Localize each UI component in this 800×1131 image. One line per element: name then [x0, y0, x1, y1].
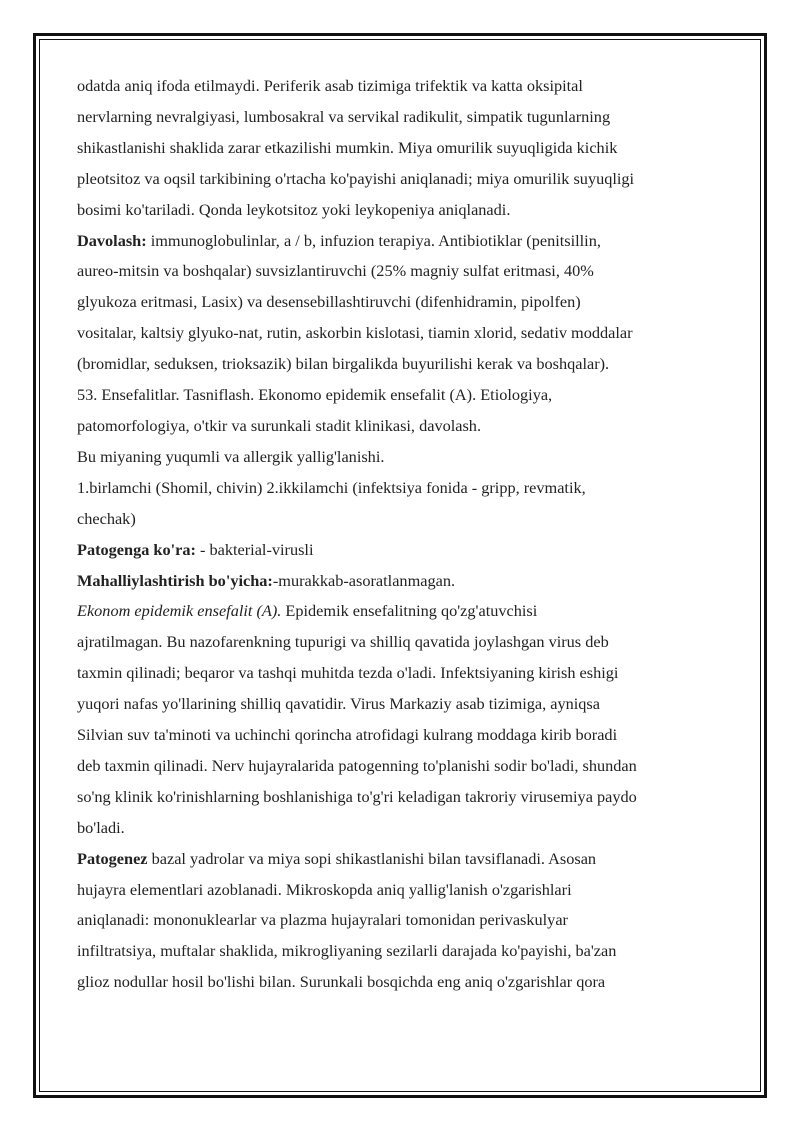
text-line: shikastlanishi shaklida zarar etkazilishi mumkin. Miya omurilik suyuqligida kichik	[77, 137, 618, 157]
text-line: hujayra elementlari azoblanadi. Mikroskopda aniq yallig'lanish o'zgarishlari	[77, 879, 572, 899]
text-line: (bromidlar, seduksen, trioksazik) bilan birgalikda buyurilishi kerak va boshqalar).	[77, 354, 610, 374]
text-line: aureo-mitsin va boshqalar) suvsizlantiruvchi (25% magniy sulfat eritmasi, 40%	[77, 261, 594, 281]
text-line: Patogenga ko'ra: - bakterial-virusli	[77, 539, 314, 559]
text-line: Silvian suv ta'minoti va uchinchi qorincha atrofidagi kulrang moddaga kirib boradi	[77, 725, 618, 745]
heading-mahalliylashtirish: Mahalliylashtirish bo'yicha:	[77, 570, 273, 590]
text-line: bo'ladi.	[77, 817, 125, 837]
text-line: bosimi ko'tariladi. Qonda leykotsitoz yoki leykopeniya aniqlanadi.	[77, 199, 511, 219]
text-line: vositalar, kaltsiy glyuko-nat, rutin, askorbin kislotasi, tiamin xlorid, sedativ moddalar	[77, 323, 633, 343]
text-line: glyukoza eritmasi, Lasix) va desensebillashtiruvchi (difenhidramin, pipolfen)	[77, 292, 581, 312]
italic-ekonom: Ekonom epidemik ensefalit (A).	[77, 601, 282, 621]
heading-davolash: Davolash:	[77, 230, 147, 250]
text-line: Mahalliylashtirish bo'yicha:-murakkab-asoratlanmagan.	[77, 570, 456, 590]
text-line: chechak)	[77, 508, 136, 528]
text-line: so'ng klinik ko'rinishlarning boshlanishiga to'g'ri keladigan takroriy virusemiya paydo	[77, 786, 637, 806]
text-line: 1.birlamchi (Shomil, chivin) 2.ikkilamchi (infektsiya fonida - gripp, revmatik,	[77, 477, 586, 497]
heading-patogenez: Patogenez	[77, 848, 148, 868]
text-line: infiltratsiya, muftalar shaklida, mikrogliyaning sezilarli darajada ko'payishi, ba'zan	[77, 941, 617, 961]
text-line: taxmin qilinadi; beqaror va tashqi muhitda tezda o'ladi. Infektsiyaning kirish eshigi	[77, 663, 619, 683]
text-line: glioz nodullar hosil bo'lishi bilan. Surunkali bosqichda eng aniq o'zgarishlar qora	[77, 972, 606, 992]
text-line: Patogenez bazal yadrolar va miya sopi shikastlanishi bilan tavsiflanadi. Asosan	[77, 848, 597, 868]
text-line: aniqlanadi: mononuklearlar va plazma hujayralari tomonidan perivaskulyar	[77, 910, 568, 930]
text-line: odatda aniq ifoda etilmaydi. Periferik asab tizimiga trifektik va katta oksipital	[77, 76, 583, 95]
text-line: ajratilmagan. Bu nazofarenkning tupurigi va shilliq qavatida joylashgan virus deb	[77, 632, 609, 652]
document-body	[77, 71, 727, 998]
text-line: yuqori nafas yo'llarining shilliq qavatidir. Virus Markaziy asab tizimiga, ayniqsa	[77, 694, 600, 714]
text-line: 53. Ensefalitlar. Tasniflash. Ekonomo epidemik ensefalit (A). Etiologiya,	[77, 385, 553, 405]
text-line: nervlarning nevralgiyasi, lumbosakral va servikal radikulit, simpatik tugunlarning	[77, 106, 611, 126]
text-line: deb taxmin qilinadi. Nerv hujayralarida patogenning to'planishi sodir bo'ladi, shundan	[77, 755, 637, 775]
heading-patogenga: Patogenga ko'ra:	[77, 539, 196, 559]
text-line: pleotsitoz va oqsil tarkibining o'rtacha ko'payishi aniqlanadi; miya omurilik suyuqligi	[77, 168, 635, 188]
text-line: Ekonom epidemik ensefalit (A). Epidemik ensefalitning qo'zg'atuvchisi	[77, 601, 538, 621]
text-line: Bu miyaning yuqumli va allergik yallig'lanishi.	[77, 446, 385, 466]
text-line: patomorfologiya, o'tkir va surunkali stadit klinikasi, davolash.	[77, 415, 482, 435]
text-line: Davolash: immunoglobulinlar, a / b, infuzion terapiya. Antibiotiklar (penitsillin,	[77, 230, 601, 250]
